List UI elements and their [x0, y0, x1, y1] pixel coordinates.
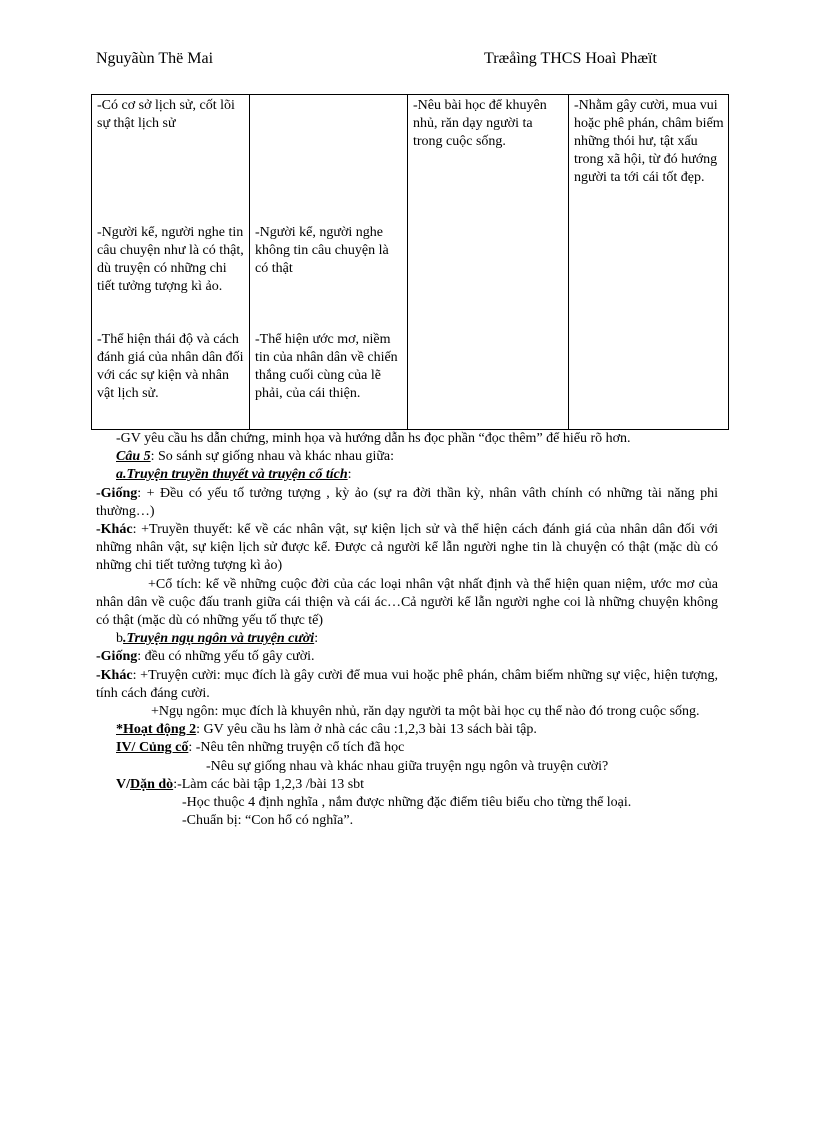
part-a-fairy-tale [96, 576, 718, 631]
homework-prefix: V/ [116, 776, 130, 792]
part-b-fable-text: +Ngụ ngôn: mục đích là khuyên nhủ, răn dạy người ta một bài học cụ thể nào đó trong cuộc sống. [151, 704, 700, 720]
part-a-colon: : [347, 467, 352, 483]
part-b-similarity [96, 648, 718, 666]
table-row [92, 95, 729, 430]
table-cell-fairy-tale [250, 95, 408, 430]
header-school: Træåìng THCS Hoaì Phæït [484, 50, 657, 67]
part-b-difference-label: -Khác [96, 667, 133, 683]
part-b-title: .Truyện ngụ ngôn và truyện cười [123, 631, 315, 647]
part-a-difference [96, 521, 718, 576]
part-a-fairy-tale-text: +Cổ tích: kể về những cuộc đời của các loại nhân vật nhất định và thể hiện quan niệm, ước mơ của nhân dân về cuộc đấu tranh giữa cái thiện và cái ác…Cả người kể lẫn người nghe coi là những chuyện không có thật (mặc dù có những yếu tố thực tế) [96, 576, 718, 629]
part-a-difference-label: -Khác [96, 522, 133, 538]
part-a-heading [96, 466, 718, 484]
consolidation-label: IV/ Củng cố [116, 740, 189, 756]
activity-2-text: : GV yêu cầu hs làm ở nhà các câu :1,2,3 bài 13 sách bài tập. [196, 722, 537, 738]
part-b-heading [96, 630, 718, 648]
homework-line-2: -Học thuộc 4 định nghĩa , nắm được những đặc điểm tiêu biểu cho từng thể loại. [182, 795, 632, 811]
activity-2 [96, 721, 718, 739]
legend-point-basis: -Có cơ sở lịch sử, cốt lõi sự thật lịch sử [97, 98, 235, 131]
part-b-difference [96, 667, 718, 703]
homework-line-3: -Chuẩn bị: “Con hổ có nghĩa”. [182, 813, 354, 829]
part-b-similarity-label: -Giống [96, 649, 138, 665]
part-b-fable [96, 703, 718, 721]
homework [96, 776, 718, 794]
legend-point-attitude: -Thể hiện thái độ và cách đánh giá của nhân dân đối với các sự kiện và nhân vật lịch sử. [97, 332, 244, 401]
fairy-point-empty [255, 97, 403, 224]
question-5-label: Câu 5 [116, 449, 151, 465]
part-b-colon: : [314, 631, 319, 647]
table-cell-funny-story: -Nhằm gây cười, mua vui hoặc phê phán, châm biếm những thói hư, tật xấu trong xã hội, từ đó hướng người ta tới cái tốt đẹp. [569, 95, 729, 430]
part-a-similarity [96, 485, 718, 521]
part-b-similarity-text: : đều có những yếu tố gây cười. [137, 649, 315, 665]
activity-2-label: *Hoạt động 2 [116, 722, 197, 738]
homework-text: :-Làm các bài tập 1,2,3 /bài 13 sbt [173, 776, 365, 792]
part-a-difference-text: : +Truyền thuyết: kể về các nhân vật, sự kiện lịch sử và thể hiện cách đánh giá của nhân dân đối với những nhân vật, sự kiện lịch sử được kể. Được cả người kể lẫn người nghe tin là chuyện có thật (mặc dù có những chi tiết tưởng tượng kì ảo) [96, 522, 718, 574]
part-a-similarity-text: : + Đều có yếu tố tưởng tượng , kỳ ảo (sự ra đời thần kỳ, nhân vâth chính có những tài năng phi thường…) [96, 485, 718, 519]
fairy-point-belief: -Người kể, người nghe không tin câu chuyện là có thật [255, 225, 389, 276]
fairy-point-wish: -Thể hiện ước mơ, niềm tin của nhân dân về chiến thắng cuối cùng của lẽ phải, của cái thiện. [255, 332, 398, 401]
part-a-similarity-label: -Giống [96, 485, 138, 501]
lesson-body [96, 430, 718, 830]
question-5-text: : So sánh sự giống nhau và khác nhau giữa: [150, 449, 395, 465]
legend-point-belief: -Người kể, người nghe tin câu chuyện như là có thật, dù truyện có những chi tiết tưởng tượng kì ảo. [97, 225, 244, 294]
comparison-table [91, 94, 729, 430]
gv-instruction: -GV yêu cầu hs dẫn chứng, minh họa và hướng dẫn hs đọc phần “đọc thêm” để hiểu rõ hơn. [116, 431, 631, 446]
homework-label: Dặn dò [130, 776, 174, 792]
header-author: Nguyãùn Thë Mai [96, 50, 214, 67]
part-a-title: a.Truyện truyền thuyết và truyện cổ tích [116, 467, 348, 483]
consolidation-line-2: -Nêu sự giống nhau và khác nhau giữa truyện ngụ ngôn và truyện cười? [206, 758, 609, 774]
table-cell-legend [92, 95, 250, 430]
table-cell-fable: -Nêu bài học để khuyên nhủ, răn dạy người ta trong cuộc sống. [408, 95, 569, 430]
consolidation [96, 739, 718, 757]
question-5 [96, 448, 718, 466]
part-b-difference-text: : +Truyện cười: mục đích là gây cười để mua vui hoặc phê phán, châm biếm những sự việc, hiện tượng, tính cách đáng cười. [96, 667, 718, 701]
part-b-prefix: b [116, 631, 123, 647]
consolidation-text: : -Nêu tên những truyện cổ tích đã học [188, 740, 405, 756]
